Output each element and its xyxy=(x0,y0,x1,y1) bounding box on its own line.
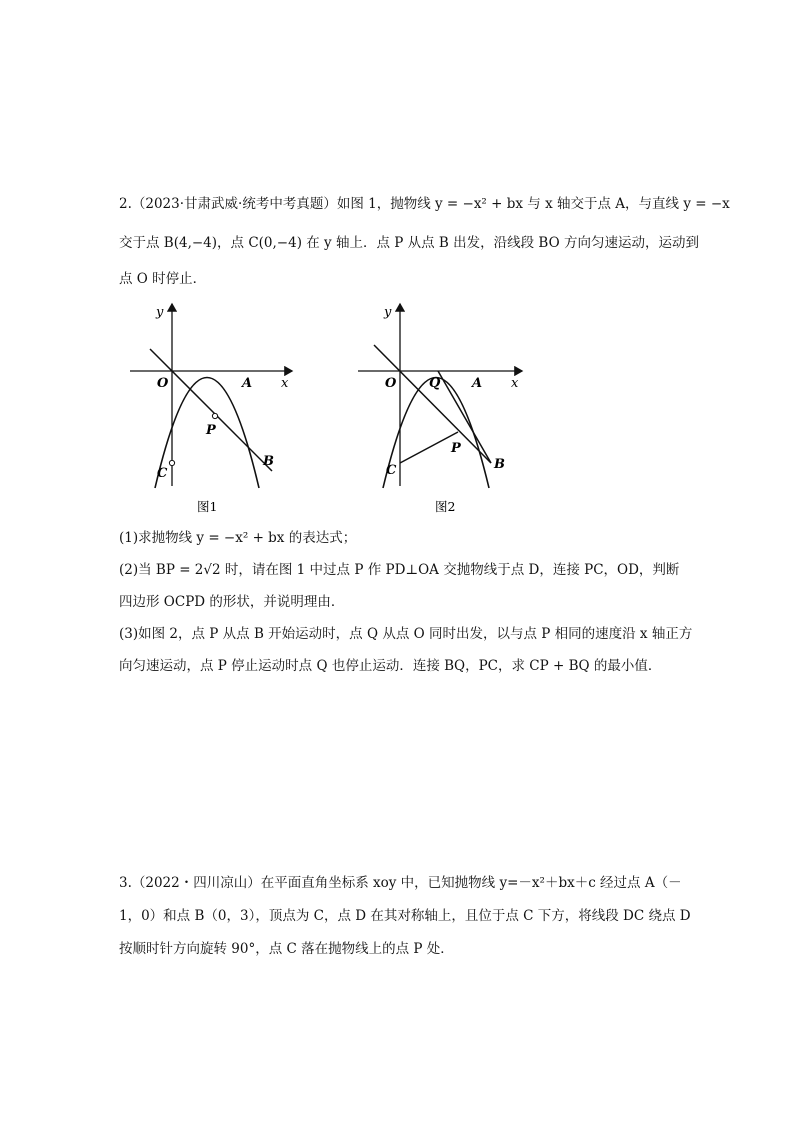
label-y: y xyxy=(384,305,392,320)
figure-2 xyxy=(350,296,530,520)
problem3-line1: 3.（2022・四川凉山）在平面直角坐标系 xoy 中，已知抛物线 y=－x²＋bx＋c 经过点 A（－ xyxy=(119,875,682,891)
segment-pc xyxy=(400,432,458,463)
question-3-line1: (3)如图 2，点 P 从点 B 开始运动时，点 Q 从点 O 同时出发，以与点 P 相同的速度沿 x 轴正方 xyxy=(119,626,693,642)
label-x: x xyxy=(281,376,289,391)
problem2-line2: 交于点 B(4,−4)，点 C(0,−4) 在 y 轴上．点 P 从点 B 出发，沿线段 BO 方向匀速运动，运动到 xyxy=(119,235,699,251)
question-1: (1)求抛物线 y = −x² + bx 的表达式； xyxy=(119,530,357,546)
line-y-neg-x xyxy=(150,349,272,471)
question-2-line1: (2)当 BP = 2√2 时，请在图 1 中过点 P 作 PD⊥OA 交抛物线于点 D，连接 PC，OD，判断 xyxy=(119,562,680,578)
figure-2-graph xyxy=(350,296,530,520)
figure-1-graph xyxy=(120,296,300,520)
point-p xyxy=(212,413,217,418)
label-y: y xyxy=(156,305,164,320)
label-b: B xyxy=(494,457,505,472)
label-a: A xyxy=(242,376,253,391)
label-c: C xyxy=(157,466,168,481)
label-o: O xyxy=(385,376,397,391)
figure-1 xyxy=(120,296,300,520)
label-x: x xyxy=(511,376,519,391)
label-p: P xyxy=(206,423,216,438)
problem3-line3: 按顺时针方向旋转 90°，点 C 落在抛物线上的点 P 处． xyxy=(119,941,454,957)
figure-2-caption: 图2 xyxy=(435,499,456,514)
question-2-line2: 四边形 OCPD 的形状，并说明理由． xyxy=(119,594,345,610)
problem3-line2: 1，0）和点 B（0，3），顶点为 C，点 D 在其对称轴上，且位于点 C 下方，将线段 DC 绕点 D xyxy=(119,908,691,924)
point-c xyxy=(169,460,174,465)
problem2-line1: 2.（2023·甘肃武威·统考中考真题）如图 1，抛物线 y = −x² + bx 与 x 轴交于点 A，与直线 y = −x xyxy=(119,196,730,212)
label-p: P xyxy=(451,441,461,456)
label-b: B xyxy=(263,454,274,469)
label-a: A xyxy=(472,376,483,391)
label-o: O xyxy=(157,376,169,391)
figure-1-caption: 图1 xyxy=(197,499,218,514)
question-3-line2: 向匀速运动，点 P 停止运动时点 Q 也停止运动．连接 BQ，PC，求 CP + BQ 的最小值． xyxy=(119,658,662,674)
label-c: C xyxy=(386,463,397,478)
label-q: Q xyxy=(429,376,441,391)
problem2-line3: 点 O 时停止． xyxy=(119,271,207,287)
